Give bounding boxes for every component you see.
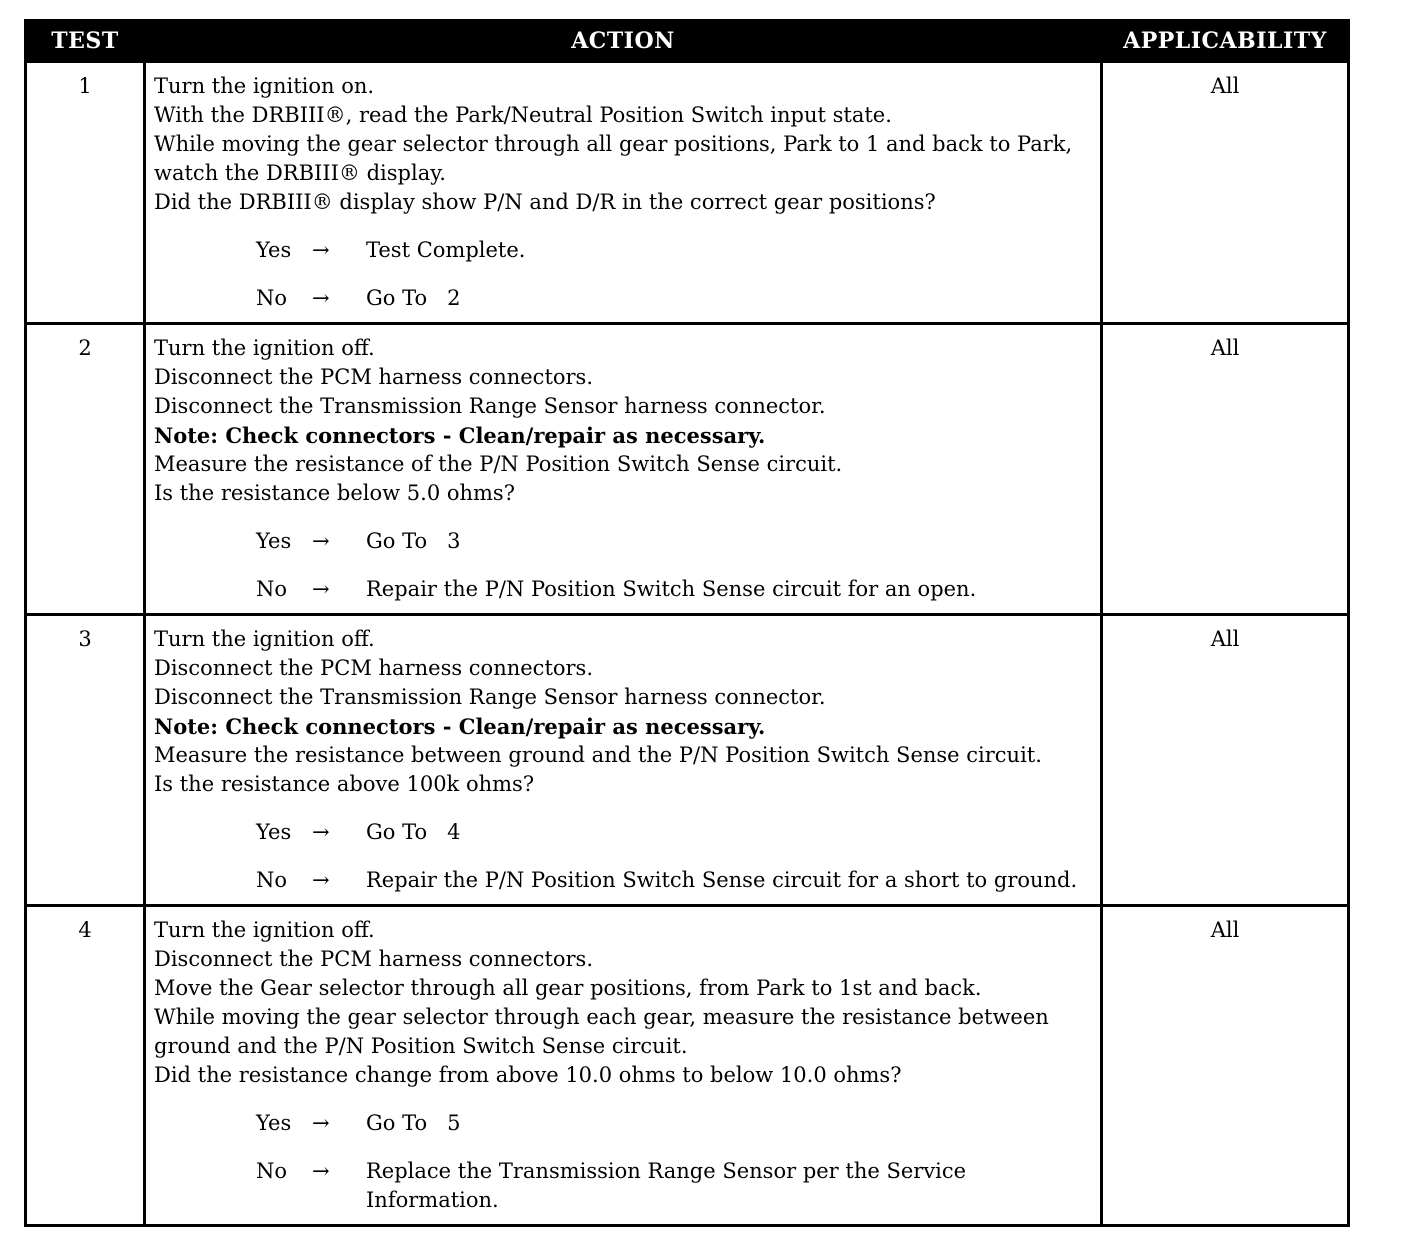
no-label: No <box>256 286 288 310</box>
action-question: Did the DRBIII® display show P/N and D/R in the correct gear positions? <box>154 190 936 214</box>
yes-result: Go To 4 <box>366 820 461 844</box>
test-number: 2 <box>26 324 145 615</box>
no-result: Replace the Transmission Range Sensor per the Service Information. <box>366 1159 973 1212</box>
right-arrow-icon: → <box>312 1111 330 1135</box>
test-row-2 <box>26 324 1349 615</box>
header-action: ACTION <box>145 21 1102 62</box>
no-label: No <box>256 1159 288 1183</box>
action-step: While moving the gear selector through each gear, measure the resistance between <box>154 1005 1049 1029</box>
action-step: Measure the resistance of the P/N Position Switch Sense circuit. <box>154 452 843 476</box>
test-number: 3 <box>26 615 145 906</box>
right-arrow-icon: → <box>312 868 330 892</box>
action-note: Note: Check connectors - Clean/repair as necessary. <box>154 423 766 448</box>
action-step: Move the Gear selector through all gear positions, from Park to 1st and back. <box>154 976 982 1000</box>
test-action <box>145 62 1102 324</box>
action-step: Disconnect the PCM harness connectors. <box>154 365 594 389</box>
test-action <box>145 906 1102 1226</box>
yes-label: Yes <box>256 820 292 844</box>
action-step: watch the DRBIII® display. <box>154 161 446 185</box>
test-applicability: All <box>1102 324 1349 615</box>
action-step: Disconnect the Transmission Range Sensor harness connector. <box>154 685 826 709</box>
action-step: Disconnect the PCM harness connectors. <box>154 656 594 680</box>
yes-answer <box>154 1109 1094 1138</box>
test-applicability: All <box>1102 615 1349 906</box>
no-answer <box>154 575 1094 604</box>
action-step: Turn the ignition off. <box>154 627 375 651</box>
test-applicability: All <box>1102 62 1349 324</box>
header-row <box>26 21 1349 62</box>
test-number: 1 <box>26 62 145 324</box>
action-step: While moving the gear selector through all gear positions, Park to 1 and back to Park, <box>154 132 1073 156</box>
no-result: Repair the P/N Position Switch Sense circuit for a short to ground. <box>366 868 1078 892</box>
header-test: TEST <box>26 21 145 62</box>
yes-result: Go To 5 <box>366 1111 461 1135</box>
yes-answer <box>154 818 1094 847</box>
no-result: Go To 2 <box>366 286 461 310</box>
test-row-4 <box>26 906 1349 1226</box>
test-action <box>145 615 1102 906</box>
yes-label: Yes <box>256 529 292 553</box>
test-row-3 <box>26 615 1349 906</box>
test-applicability: All <box>1102 906 1349 1226</box>
action-step: Measure the resistance between ground and the P/N Position Switch Sense circuit. <box>154 743 1042 767</box>
no-answer <box>154 284 1094 313</box>
action-question: Did the resistance change from above 10.0 ohms to below 10.0 ohms? <box>154 1063 902 1087</box>
yes-result: Go To 3 <box>366 529 461 553</box>
yes-label: Yes <box>256 1111 292 1135</box>
diagnostic-test-table-container <box>24 19 1347 1227</box>
right-arrow-icon: → <box>312 820 330 844</box>
action-step: Turn the ignition off. <box>154 336 375 360</box>
action-note: Note: Check connectors - Clean/repair as necessary. <box>154 714 766 739</box>
action-step: With the DRBIII®, read the Park/Neutral Position Switch input state. <box>154 103 892 127</box>
test-number: 4 <box>26 906 145 1226</box>
header-applicability: APPLICABILITY <box>1102 21 1349 62</box>
diagnostic-test-table <box>24 19 1350 1227</box>
right-arrow-icon: → <box>312 1159 330 1183</box>
right-arrow-icon: → <box>312 529 330 553</box>
test-row-1 <box>26 62 1349 324</box>
action-question: Is the resistance below 5.0 ohms? <box>154 481 515 505</box>
right-arrow-icon: → <box>312 238 330 262</box>
action-step: Disconnect the Transmission Range Sensor harness connector. <box>154 394 826 418</box>
yes-answer <box>154 527 1094 556</box>
action-step: Turn the ignition on. <box>154 74 375 98</box>
test-action <box>145 324 1102 615</box>
yes-result: Test Complete. <box>366 238 526 262</box>
no-label: No <box>256 577 288 601</box>
right-arrow-icon: → <box>312 577 330 601</box>
action-step: Disconnect the PCM harness connectors. <box>154 947 594 971</box>
no-answer <box>154 866 1094 895</box>
yes-label: Yes <box>256 238 292 262</box>
action-step: ground and the P/N Position Switch Sense circuit. <box>154 1034 688 1058</box>
right-arrow-icon: → <box>312 286 330 310</box>
no-label: No <box>256 868 288 892</box>
no-result: Repair the P/N Position Switch Sense circuit for an open. <box>366 577 977 601</box>
action-step: Turn the ignition off. <box>154 918 375 942</box>
action-question: Is the resistance above 100k ohms? <box>154 772 535 796</box>
no-answer <box>154 1157 1094 1215</box>
yes-answer <box>154 236 1094 265</box>
